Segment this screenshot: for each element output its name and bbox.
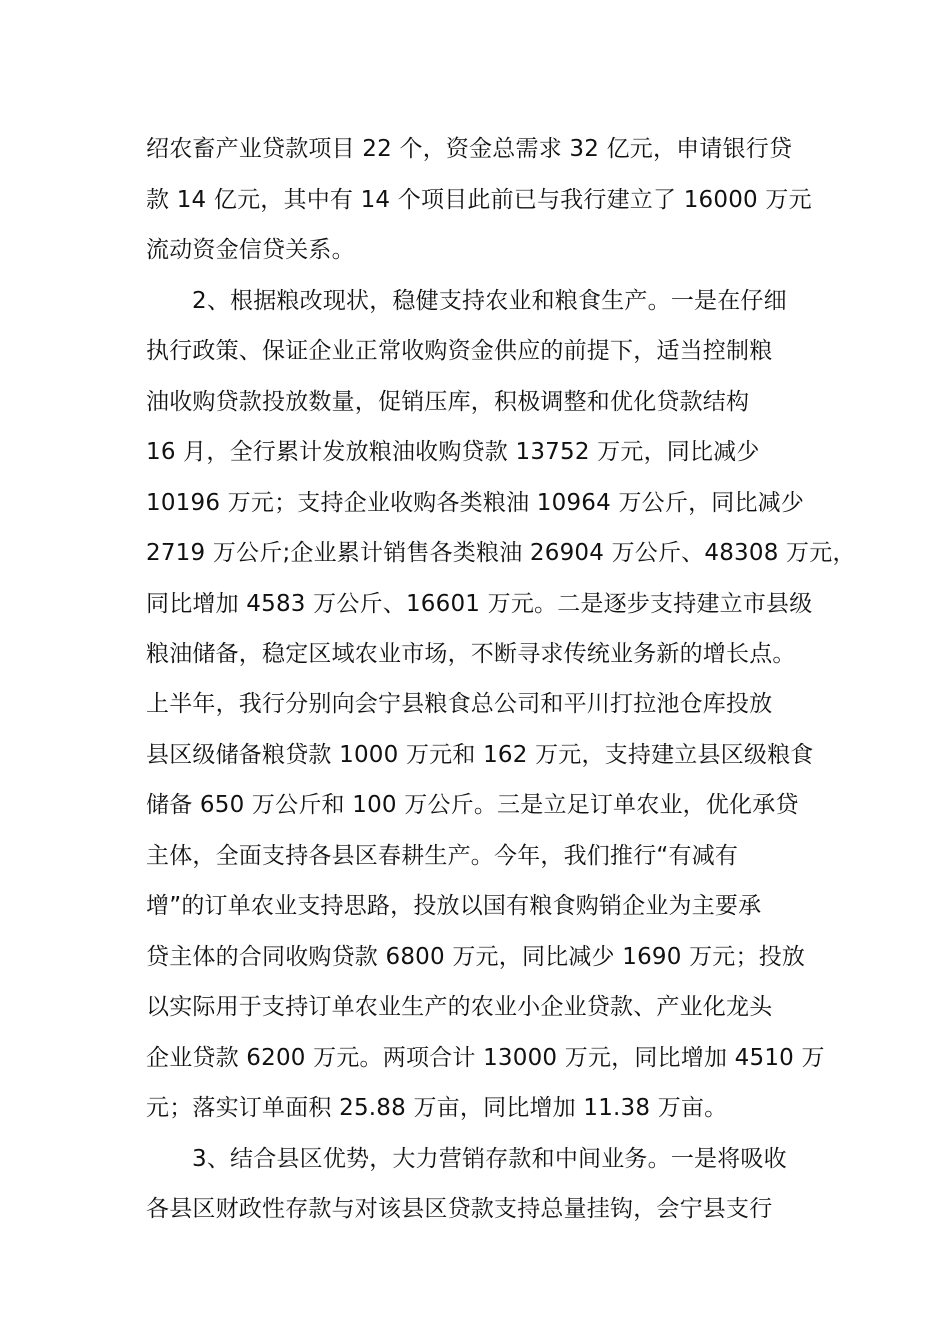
text-line: 执行政策、保证企业正常收购资金供应的前提下，适当控制粮 <box>146 338 773 364</box>
text-line: 2719 万公斤;企业累计销售各类粮油 26904 万公斤、48308 万元， <box>146 540 856 566</box>
text-line: 储备 650 万公斤和 100 万公斤。三是立足订单农业，优化承贷 <box>146 792 799 818</box>
text-line: 10196 万元；支持企业收购各类粮油 10964 万公斤，同比减少 <box>146 490 805 516</box>
text-line: 16 月，全行累计发放粮油收购贷款 13752 万元，同比减少 <box>146 439 760 465</box>
text-line: 企业贷款 6200 万元。两项合计 13000 万元，同比增加 4510 万 <box>146 1045 825 1071</box>
text-line: 绍农畜产业贷款项目 22 个，资金总需求 32 亿元，申请银行贷 <box>146 136 793 162</box>
text-line: 上半年，我行分别向会宁县粮食总公司和平川打拉池仓库投放 <box>146 691 773 717</box>
text-line: 油收购贷款投放数量，促销压库，积极调整和优化贷款结构 <box>146 389 750 415</box>
text-line: 款 14 亿元，其中有 14 个项目此前已与我行建立了 16000 万元 <box>146 187 812 213</box>
text-line: 以实际用于支持订单农业生产的农业小企业贷款、产业化龙头 <box>146 994 773 1020</box>
paragraph-2-start: 2、根据粮改现状，稳健支持农业和粮食生产。一是在仔细 <box>192 288 787 314</box>
text-line: 流动资金信贷关系。 <box>146 237 355 263</box>
text-line: 元；落实订单面积 25.88 万亩，同比增加 11.38 万亩。 <box>146 1095 728 1121</box>
text-line: 县区级储备粮贷款 1000 万元和 162 万元，支持建立县区级粮食 <box>146 742 814 768</box>
text-line: 各县区财政性存款与对该县区贷款支持总量挂钩，会宁县支行 <box>146 1196 773 1222</box>
text-line: 主体，全面支持各县区春耕生产。今年，我们推行“有减有 <box>146 843 739 869</box>
text-line: 粮油储备，稳定区域农业市场，不断寻求传统业务新的增长点。 <box>146 641 796 667</box>
text-line: 贷主体的合同收购贷款 6800 万元，同比减少 1690 万元；投放 <box>146 944 806 970</box>
text-line: 增”的订单农业支持思路，投放以国有粮食购销企业为主要承 <box>146 893 762 919</box>
paragraph-3-start: 3、结合县区优势，大力营销存款和中间业务。一是将吸收 <box>192 1146 787 1172</box>
text-line: 同比增加 4583 万公斤、16601 万元。二是逐步支持建立市县级 <box>146 591 813 617</box>
